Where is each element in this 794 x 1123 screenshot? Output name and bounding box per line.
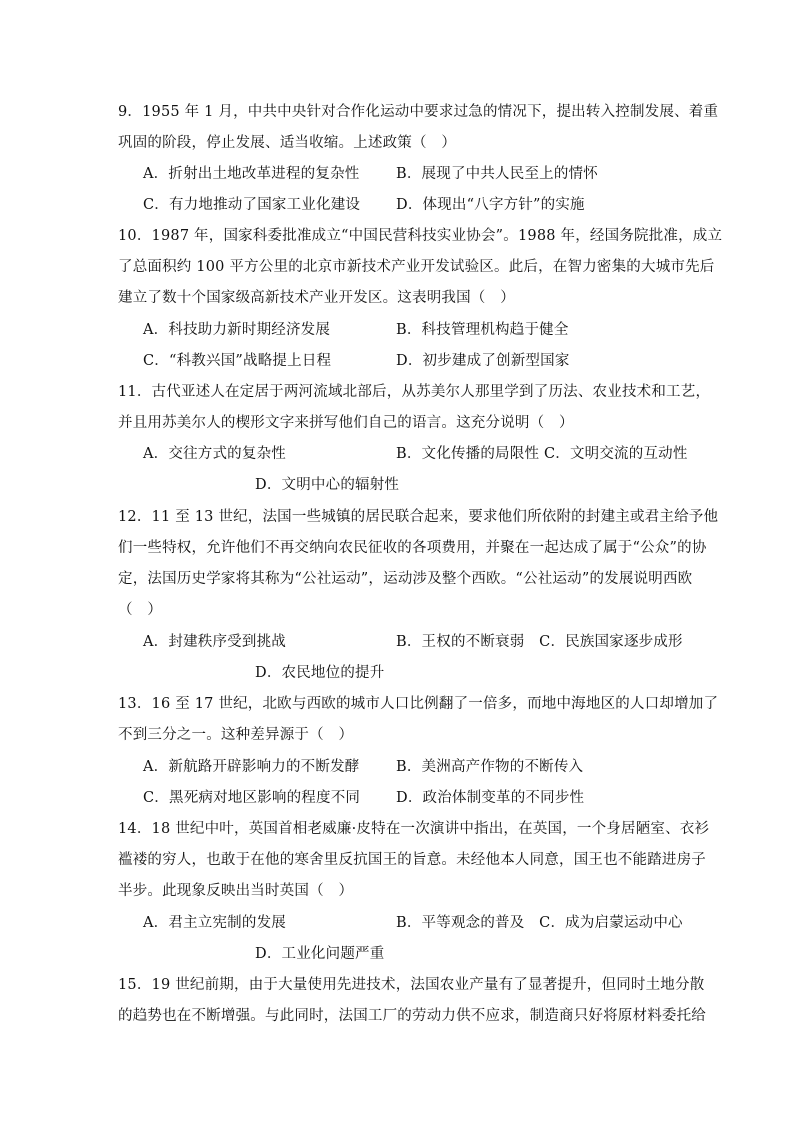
- question-14-option-d: D．工业化问题严重: [255, 946, 385, 962]
- question-11-stem-line-2: 并且用苏美尔人的楔形文字来拼写他们自己的语言。这充分说明（ ）: [118, 415, 574, 431]
- question-14-option-a: A．君主立宪制的发展: [143, 915, 286, 931]
- question-10-option-b: B．科技管理机构趋于健全: [396, 322, 569, 338]
- question-13-option-d: D．政治体制变革的不同步性: [396, 790, 585, 806]
- question-13-option-a: A．新航路开辟影响力的不断发酵: [143, 759, 360, 775]
- question-9-option-b: B．展现了中共人民至上的情怀: [396, 166, 598, 182]
- question-13-stem-line-2: 不到三分之一。这种差异源于（ ）: [118, 727, 354, 743]
- question-12-stem-line-4: （ ）: [118, 602, 163, 618]
- question-13-option-c: C．黑死病对地区影响的程度不同: [143, 790, 361, 806]
- question-10-stem-line-1: 10．1987 年，国家科委批准成立“中国民营科技实业协会”。1988 年，经国务院批准，成立: [118, 228, 723, 244]
- question-10-stem-line-2: 了总面积约 100 平方公里的北京市新技术产业开发试验区。此后，在智力密集的大城市先后: [118, 259, 715, 275]
- question-15-stem-line-1: 15．19 世纪前期，由于大量使用先进技术，法国农业产量有了显著提升，但同时土地分散: [118, 977, 705, 993]
- question-11-stem-line-1: 11．古代亚述人在定居于两河流域北部后，从苏美尔人那里学到了历法、农业技术和工艺，: [118, 384, 711, 400]
- question-9-option-c: C．有力地推动了国家工业化建设: [143, 197, 361, 213]
- question-14-stem-line-1: 14．18 世纪中叶，英国首相老威廉·皮特在一次演讲中指出，在英国，一个身居陋室、衣衫: [118, 821, 710, 837]
- question-12-option-a: A．封建秩序受到挑战: [143, 634, 286, 650]
- question-12-stem-line-1: 12．11 至 13 世纪，法国一些城镇的居民联合起来，要求他们所依附的封建主或君主给予他: [118, 509, 719, 525]
- question-9-option-d: D．体现出“八字方针”的实施: [396, 197, 585, 213]
- question-9-stem-line-1: 9．1955 年 1 月，中共中央针对合作化运动中要求过急的情况下，提出转入控制发展、着重: [118, 104, 719, 120]
- question-11-option-a: A．交往方式的复杂性: [143, 446, 286, 462]
- question-9-stem-line-2: 巩固的阶段，停止发展、适当收缩。上述政策（ ）: [118, 135, 457, 151]
- question-12-stem-line-2: 们一些特权，允许他们不再交纳向农民征收的各项费用，并聚在一起达成了属于“公众”的协: [118, 540, 707, 556]
- question-9-option-a: A．折射出土地改革进程的复杂性: [143, 166, 360, 182]
- question-14-stem-line-2: 褴褛的穷人，也敢于在他的寒舍里反抗国王的旨意。未经他本人同意，国王也不能踏进房子: [118, 852, 706, 868]
- question-15-stem-line-2: 的趋势也在不断增强。与此同时，法国工厂的劳动力供不应求，制造商只好将原材料委托给: [118, 1008, 706, 1024]
- question-14-option-b-c: B．平等观念的普及 C．成为启蒙运动中心: [396, 915, 683, 931]
- question-12-option-d: D．农民地位的提升: [255, 665, 385, 681]
- question-13-option-b: B．美洲高产作物的不断传入: [396, 759, 584, 775]
- question-13-stem-line-1: 13．16 至 17 世纪，北欧与西欧的城市人口比例翻了一倍多，而地中海地区的人口却增加了: [118, 696, 719, 712]
- question-10-option-c: C．“科教兴国”战略提上日程: [143, 353, 332, 369]
- question-14-stem-line-3: 半步。此现象反映出当时英国（ ）: [118, 883, 354, 899]
- question-10-stem-line-3: 建立了数十个国家级高新技术产业开发区。这表明我国（ ）: [118, 290, 515, 306]
- question-10-option-d: D．初步建成了创新型国家: [396, 353, 570, 369]
- question-11-option-d: D．文明中心的辐射性: [255, 477, 400, 493]
- question-12-option-b-c: B．王权的不断衰弱 C．民族国家逐步成形: [396, 634, 683, 650]
- question-11-option-b-c: B．文化传播的局限性 C．文明交流的互动性: [396, 446, 688, 462]
- question-12-stem-line-3: 定，法国历史学家将其称为“公社运动”，运动涉及整个西欧。“公社运动”的发展说明西欧: [118, 571, 693, 587]
- question-10-option-a: A．科技助力新时期经济发展: [143, 322, 331, 338]
